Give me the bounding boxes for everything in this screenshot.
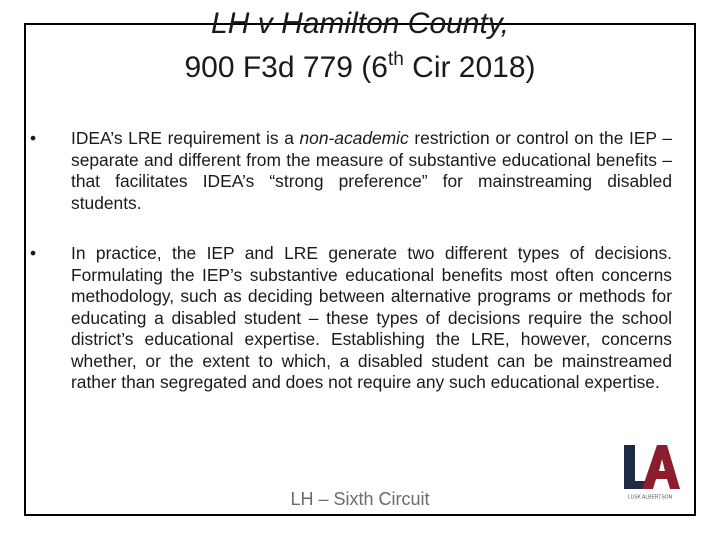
bullet-text-start: IDEA’s LRE requirement is a: [71, 128, 300, 148]
bullet-marker: •: [30, 243, 37, 263]
title-line-2: [0, 46, 720, 90]
title-citation-start: 900 F3d 779 (6: [184, 51, 388, 84]
bullet-marker: •: [30, 128, 37, 148]
la-logo-icon: [620, 441, 680, 501]
title-line-1: LH v Hamilton County,: [211, 7, 509, 40]
bullet-item-in-practice: [30, 243, 672, 394]
bullet-text-end: restriction or control on the IEP – separate and different from the measure of substantive educational benefits – that facilitates IDEA’s “strong preference” for mainstreaming disabled students.: [71, 128, 672, 213]
logo-subtext: LUSK ALBERTSON: [627, 494, 673, 501]
bullet-emphasis: non-academic: [299, 128, 409, 148]
slide-footer: LH – Sixth Circuit: [290, 489, 430, 509]
bullet-text: In practice, the IEP and LRE generate two different types of decisions. Formulating the IEP’s substantive educational benefits most often concerns methodology, such as deciding between alternative programs or methods for educating a disabled student – these types of decisions require the school district’s educational expertise. Establishing the LRE, however, concerns whether, or the extent to which, a disabled student can be mainstreamed rather than segregated and does not require any such educational expertise.: [71, 243, 672, 392]
bullet-item-lre-requirement: [30, 128, 672, 214]
title-superscript: th: [387, 49, 404, 70]
title-citation-end: Cir 2018): [403, 51, 536, 84]
bullet-list: [30, 128, 672, 394]
slide-title: [0, 2, 720, 90]
